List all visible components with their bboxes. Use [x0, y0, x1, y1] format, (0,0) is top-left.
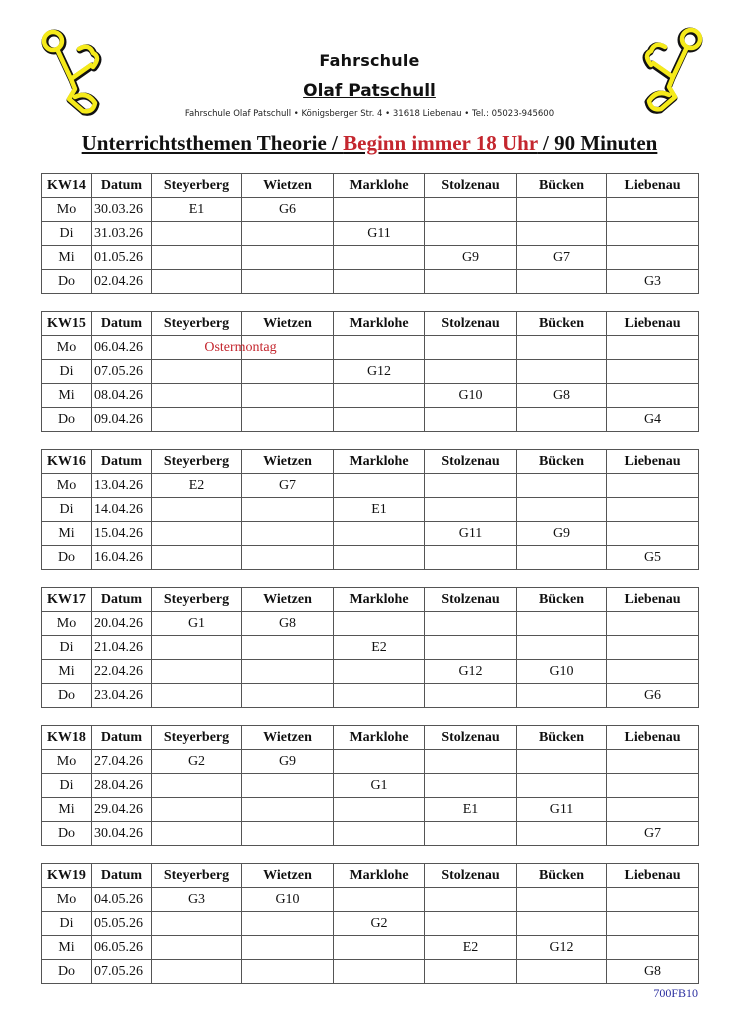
table-row [42, 222, 699, 246]
column-header: Liebenau [607, 312, 699, 336]
lesson-cell [152, 270, 242, 294]
lesson-cell [152, 408, 242, 432]
lesson-cell [425, 636, 517, 660]
table-row [42, 774, 699, 798]
date-cell: 23.04.26 [92, 684, 152, 708]
weekday: Di [42, 360, 92, 384]
column-header: Liebenau [607, 726, 699, 750]
date-cell: 09.04.26 [92, 408, 152, 432]
lesson-cell [152, 498, 242, 522]
weekday: Do [42, 270, 92, 294]
column-header: Bücken [517, 726, 607, 750]
lesson-cell: G3 [152, 888, 242, 912]
lesson-cell [517, 684, 607, 708]
lesson-cell: G10 [425, 384, 517, 408]
lesson-cell [607, 888, 699, 912]
table-row [42, 360, 699, 384]
lesson-cell [425, 750, 517, 774]
lesson-cell [607, 246, 699, 270]
lesson-cell [242, 822, 334, 846]
lesson-cell [152, 798, 242, 822]
lesson-cell [334, 384, 425, 408]
stick-figure-logo-icon [36, 28, 116, 118]
date-cell: 13.04.26 [92, 474, 152, 498]
lesson-cell [607, 474, 699, 498]
lesson-cell: G2 [334, 912, 425, 936]
weekday: Mi [42, 522, 92, 546]
lesson-cell [517, 822, 607, 846]
title-part1: Unterrichtsthemen Theorie / [81, 131, 344, 155]
lesson-cell: G9 [517, 522, 607, 546]
lesson-cell [517, 636, 607, 660]
date-cell: 07.05.26 [92, 960, 152, 984]
lesson-cell: G5 [607, 546, 699, 570]
lesson-cell [517, 198, 607, 222]
table-header-row [42, 726, 699, 750]
column-header: Liebenau [607, 450, 699, 474]
lesson-cell: G11 [517, 798, 607, 822]
column-header: Wietzen [242, 174, 334, 198]
table-row [42, 474, 699, 498]
lesson-cell [334, 336, 425, 360]
lesson-cell: G8 [517, 384, 607, 408]
table-row [42, 246, 699, 270]
lesson-cell [242, 384, 334, 408]
lesson-cell: G1 [152, 612, 242, 636]
lesson-cell [152, 660, 242, 684]
lesson-cell [242, 546, 334, 570]
table-row [42, 198, 699, 222]
lesson-cell [517, 498, 607, 522]
lesson-cell [517, 774, 607, 798]
lesson-cell [152, 960, 242, 984]
school-address: Fahrschule Olaf Patschull • Königsberger Str. 4 • 31618 Liebenau • Tel.: 05023-945600 [184, 109, 555, 119]
lesson-cell [152, 336, 277, 360]
lesson-cell [334, 474, 425, 498]
lesson-cell [425, 612, 517, 636]
lesson-cell [425, 222, 517, 246]
lesson-cell: G9 [425, 246, 517, 270]
lesson-cell [334, 270, 425, 294]
table-row [42, 612, 699, 636]
column-header: Datum [92, 174, 152, 198]
column-header: Steyerberg [152, 726, 242, 750]
week-number: KW18 [42, 726, 92, 750]
lesson-cell [607, 936, 699, 960]
lesson-cell: E2 [425, 936, 517, 960]
date-cell: 14.04.26 [92, 498, 152, 522]
date-cell: 21.04.26 [92, 636, 152, 660]
lesson-cell [334, 546, 425, 570]
column-header: Bücken [517, 312, 607, 336]
document-code: 700FB10 [653, 986, 698, 1000]
table-header-row [42, 312, 699, 336]
lesson-cell [152, 684, 242, 708]
lesson-cell [517, 888, 607, 912]
lesson-cell [242, 798, 334, 822]
lesson-cell [425, 684, 517, 708]
lesson-cell [242, 246, 334, 270]
column-header: Marklohe [334, 174, 425, 198]
column-header: Bücken [517, 450, 607, 474]
weekday: Do [42, 960, 92, 984]
date-cell: 08.04.26 [92, 384, 152, 408]
weekday: Di [42, 774, 92, 798]
column-header: Stolzenau [425, 312, 517, 336]
lesson-cell [152, 774, 242, 798]
lesson-cell: E1 [425, 798, 517, 822]
lesson-cell [607, 750, 699, 774]
lesson-cell [607, 660, 699, 684]
lesson-cell [334, 822, 425, 846]
lesson-cell [152, 222, 242, 246]
table-row [42, 798, 699, 822]
week-table [41, 725, 699, 846]
weekday: Mi [42, 384, 92, 408]
lesson-cell [425, 774, 517, 798]
weekday: Mi [42, 798, 92, 822]
lesson-cell [517, 912, 607, 936]
lesson-cell [607, 498, 699, 522]
weekday: Mi [42, 936, 92, 960]
week-table [41, 863, 699, 984]
lesson-cell: G4 [607, 408, 699, 432]
date-cell: 29.04.26 [92, 798, 152, 822]
column-header: Marklohe [334, 726, 425, 750]
week-table [41, 311, 699, 432]
title-part3: / 90 Minuten [537, 131, 658, 155]
table-row [42, 660, 699, 684]
lesson-cell [334, 246, 425, 270]
column-header: Liebenau [607, 174, 699, 198]
weekday: Di [42, 222, 92, 246]
lesson-cell [334, 408, 425, 432]
column-header: Datum [92, 588, 152, 612]
date-cell: 16.04.26 [92, 546, 152, 570]
lesson-cell [425, 474, 517, 498]
column-header: Stolzenau [425, 450, 517, 474]
date-cell: 30.04.26 [92, 822, 152, 846]
lesson-cell: G3 [607, 270, 699, 294]
lesson-cell [607, 360, 699, 384]
table-header-row [42, 588, 699, 612]
holiday-label: Ostermontag [204, 339, 277, 355]
table-row [42, 336, 699, 360]
column-header: Bücken [517, 864, 607, 888]
table-row [42, 522, 699, 546]
lesson-cell [517, 336, 607, 360]
lesson-cell [334, 660, 425, 684]
lesson-cell [152, 822, 242, 846]
date-cell: 31.03.26 [92, 222, 152, 246]
lesson-cell [242, 636, 334, 660]
column-header: Steyerberg [152, 588, 242, 612]
lesson-cell: G8 [607, 960, 699, 984]
lesson-cell [152, 384, 242, 408]
lesson-cell [334, 198, 425, 222]
lesson-cell [607, 198, 699, 222]
table-row [42, 684, 699, 708]
lesson-cell [334, 960, 425, 984]
weekday: Do [42, 684, 92, 708]
lesson-cell [517, 474, 607, 498]
table-row [42, 888, 699, 912]
column-header: Wietzen [242, 312, 334, 336]
lesson-cell [607, 774, 699, 798]
week-number: KW19 [42, 864, 92, 888]
lesson-cell [607, 522, 699, 546]
lesson-cell [607, 384, 699, 408]
lesson-cell [425, 960, 517, 984]
date-cell: 22.04.26 [92, 660, 152, 684]
date-cell: 01.05.26 [92, 246, 152, 270]
lesson-cell: G6 [242, 198, 334, 222]
lesson-cell [242, 522, 334, 546]
lesson-cell [334, 798, 425, 822]
date-cell: 02.04.26 [92, 270, 152, 294]
lesson-cell [607, 336, 699, 360]
lesson-cell: G6 [607, 684, 699, 708]
weekday: Di [42, 498, 92, 522]
lesson-cell [517, 360, 607, 384]
column-header: Steyerberg [152, 312, 242, 336]
lesson-cell [242, 408, 334, 432]
column-header: Liebenau [607, 864, 699, 888]
column-header: Datum [92, 726, 152, 750]
lesson-cell [607, 612, 699, 636]
weekday: Mo [42, 888, 92, 912]
lesson-cell: G7 [242, 474, 334, 498]
school-name-line1: Fahrschule [319, 51, 420, 70]
lesson-cell [517, 546, 607, 570]
lesson-cell [242, 936, 334, 960]
week-table [41, 449, 699, 570]
table-row [42, 546, 699, 570]
lesson-cell: G7 [607, 822, 699, 846]
weekday: Mi [42, 246, 92, 270]
lesson-cell [152, 246, 242, 270]
lesson-cell [425, 336, 517, 360]
lesson-cell [425, 912, 517, 936]
weekday: Mo [42, 198, 92, 222]
lesson-cell: G12 [425, 660, 517, 684]
week-number: KW17 [42, 588, 92, 612]
weekday: Mi [42, 660, 92, 684]
lesson-cell [425, 498, 517, 522]
week-number: KW15 [42, 312, 92, 336]
column-header: Wietzen [242, 588, 334, 612]
weekday: Mo [42, 474, 92, 498]
page-title [0, 131, 739, 156]
lesson-cell [425, 270, 517, 294]
lesson-cell: G12 [334, 360, 425, 384]
table-row [42, 270, 699, 294]
week-table [41, 173, 699, 294]
lesson-cell [152, 546, 242, 570]
table-row [42, 498, 699, 522]
column-header: Marklohe [334, 312, 425, 336]
lesson-cell [334, 684, 425, 708]
lesson-cell [425, 198, 517, 222]
lesson-cell [425, 888, 517, 912]
lesson-cell: E1 [152, 198, 242, 222]
table-row [42, 408, 699, 432]
lesson-cell [152, 636, 242, 660]
lesson-cell: G8 [242, 612, 334, 636]
column-header: Datum [92, 864, 152, 888]
column-header: Marklohe [334, 450, 425, 474]
column-header: Bücken [517, 174, 607, 198]
lesson-cell [517, 612, 607, 636]
table-header-row [42, 450, 699, 474]
column-header: Bücken [517, 588, 607, 612]
column-header: Datum [92, 312, 152, 336]
date-cell: 06.05.26 [92, 936, 152, 960]
column-header: Stolzenau [425, 174, 517, 198]
column-header: Marklohe [334, 864, 425, 888]
table-row [42, 822, 699, 846]
title-start-time: Beginn immer 18 Uhr [343, 131, 538, 155]
column-header: Steyerberg [152, 450, 242, 474]
lesson-cell [334, 750, 425, 774]
lesson-cell: E2 [152, 474, 242, 498]
lesson-cell [607, 798, 699, 822]
date-cell: 30.03.26 [92, 198, 152, 222]
lesson-cell [242, 498, 334, 522]
lesson-cell: E1 [334, 498, 425, 522]
column-header: Steyerberg [152, 174, 242, 198]
lesson-cell [152, 936, 242, 960]
table-row [42, 750, 699, 774]
column-header: Liebenau [607, 588, 699, 612]
lesson-cell [607, 222, 699, 246]
date-cell: 05.05.26 [92, 912, 152, 936]
date-cell: 28.04.26 [92, 774, 152, 798]
lesson-cell: G10 [517, 660, 607, 684]
table-header-row [42, 864, 699, 888]
lesson-cell [152, 912, 242, 936]
weekday: Do [42, 822, 92, 846]
week-number: KW16 [42, 450, 92, 474]
lesson-cell [152, 522, 242, 546]
column-header: Stolzenau [425, 864, 517, 888]
lesson-cell [607, 636, 699, 660]
week-table [41, 587, 699, 708]
lesson-cell [242, 222, 334, 246]
lesson-cell [242, 660, 334, 684]
column-header: Wietzen [242, 726, 334, 750]
weekday: Di [42, 912, 92, 936]
lesson-cell [334, 612, 425, 636]
lesson-cell: G12 [517, 936, 607, 960]
week-number: KW14 [42, 174, 92, 198]
lesson-cell [517, 960, 607, 984]
lesson-cell: E2 [334, 636, 425, 660]
date-cell: 04.05.26 [92, 888, 152, 912]
lesson-cell: G11 [334, 222, 425, 246]
lesson-cell [242, 270, 334, 294]
table-row [42, 384, 699, 408]
date-cell: 07.05.26 [92, 360, 152, 384]
lesson-cell [242, 684, 334, 708]
column-header: Stolzenau [425, 588, 517, 612]
lesson-cell: G11 [425, 522, 517, 546]
lesson-cell: G10 [242, 888, 334, 912]
weekday: Di [42, 636, 92, 660]
column-header: Wietzen [242, 450, 334, 474]
column-header: Wietzen [242, 864, 334, 888]
lesson-cell [152, 360, 242, 384]
column-header: Marklohe [334, 588, 425, 612]
date-cell: 20.04.26 [92, 612, 152, 636]
lesson-cell [425, 360, 517, 384]
school-name-line2: Olaf Patschull [303, 81, 436, 101]
date-cell: 06.04.26 [92, 336, 152, 360]
table-header-row [42, 174, 699, 198]
column-header: Steyerberg [152, 864, 242, 888]
lesson-cell [607, 912, 699, 936]
lesson-cell [425, 822, 517, 846]
lesson-cell [334, 936, 425, 960]
lesson-cell [517, 222, 607, 246]
lesson-cell [242, 360, 334, 384]
lesson-cell [517, 270, 607, 294]
lesson-cell [242, 960, 334, 984]
lesson-cell [425, 546, 517, 570]
weekday: Do [42, 408, 92, 432]
lesson-cell [517, 750, 607, 774]
table-row [42, 636, 699, 660]
weekday: Mo [42, 336, 92, 360]
weekday: Do [42, 546, 92, 570]
date-cell: 15.04.26 [92, 522, 152, 546]
weekday: Mo [42, 612, 92, 636]
lesson-cell: G9 [242, 750, 334, 774]
table-row [42, 960, 699, 984]
table-row [42, 936, 699, 960]
lesson-cell [517, 408, 607, 432]
date-cell: 27.04.26 [92, 750, 152, 774]
lesson-cell [425, 408, 517, 432]
lesson-cell [242, 774, 334, 798]
lesson-cell: G7 [517, 246, 607, 270]
lesson-cell [334, 888, 425, 912]
lesson-cell [242, 912, 334, 936]
lesson-cell: G2 [152, 750, 242, 774]
lesson-cell [334, 522, 425, 546]
stick-figure-logo-icon [628, 26, 708, 116]
column-header: Datum [92, 450, 152, 474]
weekday: Mo [42, 750, 92, 774]
lesson-cell: G1 [334, 774, 425, 798]
column-header: Stolzenau [425, 726, 517, 750]
table-row [42, 912, 699, 936]
